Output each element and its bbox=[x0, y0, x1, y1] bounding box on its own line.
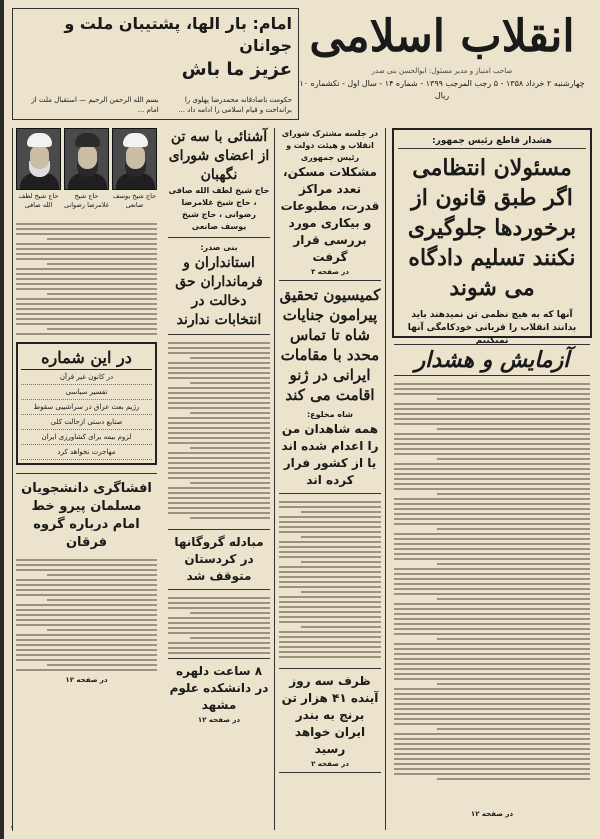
guardian-council-article bbox=[168, 128, 270, 238]
top-left-text-b: بسم الله الرحمن الرحیم — استقبال ملت از امام ... bbox=[31, 96, 159, 114]
council-headline: مشکلات مسکن، تعدد مراکز قدرت، مطبوعات و بیکاری مورد بررسی قرار گرفت bbox=[280, 165, 380, 264]
portrait-photo bbox=[64, 128, 109, 190]
date-line: چهارشنبه ۲ خرداد ۱۳۵۸ - ۵ رجب المرجب ۱۳۹۹ - شماره ۱۴ - سال اول - تکشماره ۱۰ ریال bbox=[299, 79, 585, 100]
forqan-body-lines bbox=[16, 556, 157, 674]
rice-continued: در صفحه ۲ bbox=[311, 760, 349, 768]
top-left-body bbox=[19, 95, 292, 115]
portrait-safi bbox=[16, 128, 61, 212]
left-center-column bbox=[164, 128, 274, 830]
shah-kicker: شاه مخلوع: bbox=[306, 410, 354, 419]
index-item: مهاجرت نخواهد کرد bbox=[21, 445, 152, 460]
guardian-council-names: حاج شیخ لطف الله صافی ، حاج شیخ غلامرضا رضوانی ، حاج شیخ یوسف صانعی bbox=[168, 186, 270, 231]
council-kicker: در جلسه مشترک شورای انقلاب و هیئت دولت و رئیس جمهوری bbox=[281, 129, 379, 162]
masthead bbox=[292, 8, 592, 123]
commission-headline: کمیسیون تحقیق پیرامون جنایات شاه تا تماس محدد با مقامات ایرانی در ژنو اقامت می کند bbox=[279, 286, 381, 404]
index-item: تفسیر سیاسی bbox=[21, 385, 152, 400]
top-left-headline: امام: بار الها، پشتیبان ملت و جوانان bbox=[64, 14, 292, 55]
shah-headline: همه شاهدان من را اعدام شده اند یا از کشور فرار کرده اند bbox=[281, 422, 379, 487]
governors-kicker: بنی صدر: bbox=[200, 243, 238, 252]
governors-article bbox=[168, 242, 270, 335]
guardian-council-headline: آشنائی با سه تن از اعضای شورای نگهبان bbox=[168, 129, 270, 183]
left-center-body-lines bbox=[168, 339, 270, 529]
in-this-issue-title: در این شماره bbox=[21, 347, 152, 370]
kurdistan-article bbox=[168, 529, 270, 590]
portrait-photo bbox=[16, 128, 61, 190]
editorial-body bbox=[394, 380, 590, 808]
kurdistan-body-lines bbox=[168, 594, 270, 658]
top-left-headline-2: عزیز ما باش bbox=[181, 59, 292, 80]
portrait-caption: حاج شیخ لطف الله صافی bbox=[18, 192, 59, 209]
mashhad-continued: در صفحه ۱۲ bbox=[197, 716, 241, 724]
portrait-photo bbox=[112, 128, 157, 190]
in-this-issue-box bbox=[16, 342, 157, 465]
rice-article bbox=[279, 668, 381, 773]
editorial-title: آزمایش و هشدار bbox=[394, 344, 590, 376]
center-column bbox=[274, 128, 386, 830]
council-meeting-article bbox=[279, 128, 381, 281]
forqan-headline: افشاگری دانشجویان مسلمان پیرو خط امام درباره گروه فرقان bbox=[21, 481, 152, 550]
portrait-rezvani bbox=[64, 128, 109, 212]
index-item: رژیم بعث عراق در سراشیبی سقوط bbox=[21, 400, 152, 415]
page-number: ۱ bbox=[10, 824, 15, 833]
masthead-subtitle: صاحب امتیاز و مدیر مسئول: ابوالحسن بنی صدر bbox=[371, 67, 513, 75]
top-left-headline-box bbox=[12, 8, 299, 120]
governors-headline: استانداران و فرمانداران حق دخالت در انتخابات ندارند bbox=[175, 255, 263, 328]
forqan-article bbox=[16, 473, 157, 684]
portrait-caption: حاج شیخ غلامرضا رضوانی bbox=[64, 192, 109, 209]
headline-kicker: هشدار قاطع رئیس جمهور: bbox=[398, 134, 586, 149]
index-item: در کانون غیر قرآن bbox=[21, 370, 152, 385]
rice-headline: ظرف سه روز آینده ۴۱ هزار تن برنج به بندر ایران خواهد رسید bbox=[281, 674, 379, 756]
kurdistan-headline: مبادله گروگانها در کردستان متوقف شد bbox=[174, 535, 264, 583]
left-column bbox=[12, 128, 160, 830]
index-item: صنایع دستی ازحالت کلی bbox=[21, 415, 152, 430]
newspaper-title: انقلاب اسلامی bbox=[309, 11, 575, 62]
mashhad-article bbox=[168, 658, 270, 724]
main-headline: مسئولان انتظامی اگر طبق قانون از برخوردها جلوگیری نکنند تسلیم دادگاه می شوند bbox=[407, 155, 577, 301]
portrait-sanei bbox=[112, 128, 157, 212]
council-continued: در صفحه ۳ bbox=[311, 268, 349, 276]
portrait-caption: حاج شیخ یوسف صانعی bbox=[112, 192, 157, 209]
portraits-row bbox=[16, 128, 157, 212]
center-body-lines bbox=[279, 498, 381, 668]
main-subheadline: آنها که به هیچ نظمی تن نمیدهند باید بدانند انقلاب را قربانی خودکامگی آنها نمیکنیم bbox=[407, 310, 577, 346]
forqan-continued: در صفحه ۱۲ bbox=[65, 676, 108, 684]
index-item: لزوم بیمه برای کشاورزی ایران bbox=[21, 430, 152, 445]
mashhad-headline: ۸ ساعت دلهره در دانشکده علوم مشهد bbox=[169, 664, 269, 712]
top-left-text-a: حکومت ناصادقانه محمدرضا پهلوی را برانداخت و قیام اسلامی را ادامه داد ... bbox=[178, 96, 292, 114]
main-headline-box bbox=[392, 128, 592, 346]
editorial-continued: در صفحه ۱۲ bbox=[470, 810, 514, 818]
commission-article bbox=[279, 285, 381, 494]
left-body-lines bbox=[16, 220, 157, 338]
editorial-column bbox=[392, 344, 592, 830]
